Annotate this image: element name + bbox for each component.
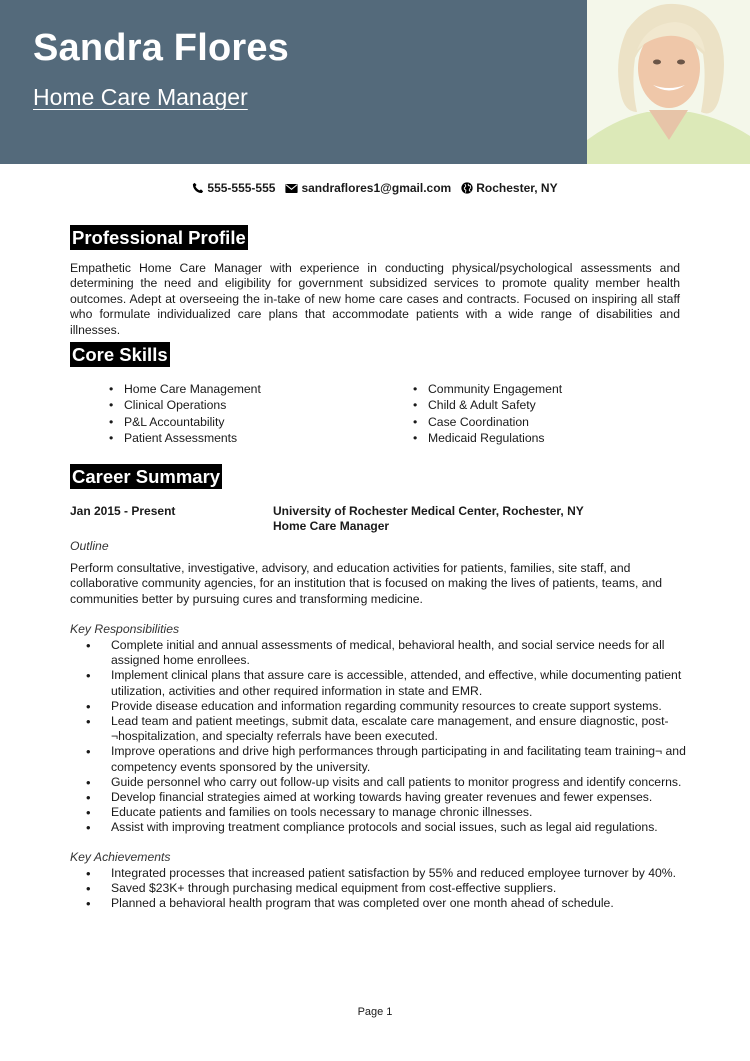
contact-phone: [192, 181, 275, 195]
list-item: • Medicaid Regulations: [413, 430, 562, 446]
list-item: • Case Coordination: [413, 414, 562, 430]
list-item: • Patient Assessments: [109, 430, 261, 446]
list-item: • Clinical Operations: [109, 397, 261, 413]
phone-icon: [192, 182, 204, 194]
email-address: sandraflores1@gmail.com: [301, 181, 452, 195]
outline-label: Outline: [70, 539, 109, 553]
location-text: Rochester, NY: [476, 181, 558, 195]
candidate-role: Home Care Manager: [33, 84, 248, 110]
contact-email: [285, 181, 451, 195]
section-title-profile: Professional Profile: [72, 227, 246, 248]
achievements-list: [86, 866, 686, 912]
list-item: • Educate patients and families on tools necessary to manage chronic illnesses.: [86, 805, 686, 820]
profile-photo: [587, 0, 750, 164]
responsibilities-label: Key Responsibilities: [70, 622, 180, 636]
envelope-icon: [285, 183, 298, 194]
job-title: Home Care Manager: [273, 519, 390, 533]
list-item: • P&L Accountability: [109, 414, 261, 430]
page-number: Page 1: [357, 1006, 393, 1018]
list-item: • Improve operations and drive high performances through participating in and facilitating team training¬ and competency events sponsored by the university.: [86, 744, 686, 774]
skills-list-left: [109, 381, 261, 447]
list-item: • Complete initial and annual assessments of medical, behavioral health, and social service needs for all assigned home enrollees.: [86, 638, 686, 668]
candidate-name: Sandra Flores: [33, 27, 290, 69]
contact-bar: [0, 181, 750, 195]
achievements-label: Key Achievements: [70, 850, 171, 864]
list-item: • Child & Adult Safety: [413, 397, 562, 413]
list-item: • Provide disease education and information regarding community resources to create support systems.: [86, 699, 686, 714]
contact-location: [461, 181, 557, 195]
section-title-skills: Core Skills: [72, 344, 168, 365]
phone-number: 555-555-555: [207, 181, 276, 195]
list-item: • Home Care Management: [109, 381, 261, 397]
list-item: • Planned a behavioral health program that was completed over one month ahead of schedule.: [86, 896, 686, 911]
list-item: • Implement clinical plans that assure care is accessible, attended, and effective, while documenting patient utilization, activities and other required information in state and EMR.: [86, 668, 686, 698]
list-item: • Assist with improving treatment compliance protocols and social issues, such as legal aid regulations.: [86, 820, 686, 835]
profile-summary: Empathetic Home Care Manager with experience in conducting physical/psychological assessments and determining the need and eligibility for government subsidized services to promote quality member health outcomes. Adept at overseeing the in-take of new home care cases and contracts. Focused on inspiring all staff who formulate individualized care plans that accommodate patients with a wide range of disabilities and illnesses.: [70, 261, 680, 337]
list-item: • Develop financial strategies aimed at working towards having greater revenues and fewer expenses.: [86, 790, 686, 805]
list-item: • Lead team and patient meetings, submit data, escalate care management, and ensure diagnostic, post-¬hospitalization, and specialty referrals have been executed.: [86, 714, 686, 744]
list-item: • Integrated processes that increased patient satisfaction by 55% and reduced employee turnover by 40%.: [86, 866, 686, 881]
section-title-career: Career Summary: [72, 466, 221, 487]
globe-icon: [461, 182, 473, 194]
job-employer: University of Rochester Medical Center, Rochester, NY: [273, 504, 584, 518]
list-item: • Community Engagement: [413, 381, 562, 397]
list-item: • Saved $23K+ through purchasing medical equipment from cost-effective suppliers.: [86, 881, 686, 896]
skills-list-right: [413, 381, 562, 447]
list-item: • Guide personnel who carry out follow-up visits and call patients to monitor progress and identify concerns.: [86, 775, 686, 790]
job-dates: Jan 2015 - Present: [70, 504, 176, 518]
job-outline: Perform consultative, investigative, advisory, and education activities for patients, families, site staff, and collaborative community agencies, for an institution that is focused on making the lives of patients, teams, and communities better by pursuing cures and transforming medicine.: [70, 561, 663, 606]
responsibilities-list: [86, 638, 686, 836]
